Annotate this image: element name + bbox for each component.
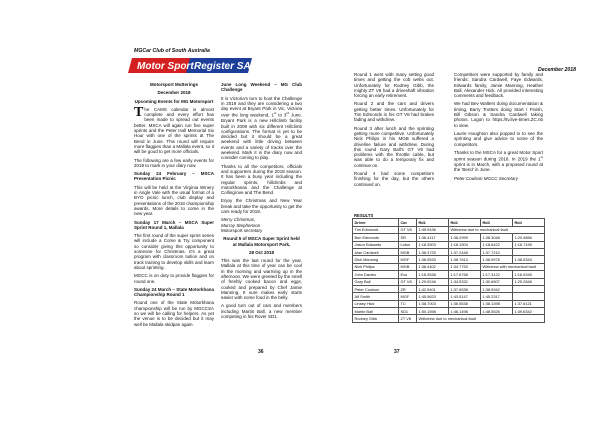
paragraph: We had Bev Walters doing documentation & timing, Barry Trotters doing Start / Finish, Bill Gibson & Sandra Cardwell taking photos. Logon to https://tv.live-times.ZC.nb to view.	[454, 101, 543, 128]
col-header: Rd1	[417, 219, 449, 226]
col-header: Car	[399, 219, 417, 226]
logo-text-right: Register SA	[194, 61, 251, 72]
column-3	[354, 72, 434, 190]
paragraph: Round 2 and the cars and drivers getting better times. Unfortunately for Tim Edmonds in his GT V8 had brakes fading and withdrew.	[354, 101, 434, 123]
table-row: Peter Coulson ZR 1:42.5401 1:37.6538 1:38.5942	[353, 285, 545, 292]
paragraph: A good turn out of cars and members including Martin Ball, a new member competing in his Rover SD1.	[221, 303, 302, 320]
paragraph: MGCC is on duty to provide flaggies for round one.	[134, 273, 214, 284]
article-title: Motorsport Mutterings	[150, 82, 198, 87]
paragraph: Thanks to the MSCA for a great Motor Sport sprint season during 2018. In 2019 the 1st sprint is in March, with a proposed round at the 'Bend' in June.	[454, 149, 543, 173]
paragraph: Enjoy the Christmas and New Year break and take the opportunity to get the cars ready for 2019.	[221, 198, 302, 215]
table-row: Ben Edmonds SR 1:36.4117 1:38.2999 1:38.3048 1:20.4856	[353, 234, 545, 241]
signature-name: Murray Stephenson	[221, 222, 261, 228]
signature-role: Motorsport secretary	[221, 227, 263, 233]
table-row: Jason Edwards Lotus 1:18.3503 1:18.1504 1:18.6422 1:16.7195	[353, 241, 545, 248]
table-row: John Davies Evo 1:16.3538 1:17.6758 1:17.3122 1:16.9345	[353, 271, 545, 278]
report-date: 28 Oct 2018	[248, 249, 275, 255]
col-header: Driver	[353, 219, 399, 226]
drop-cap: T	[134, 104, 144, 120]
paragraph: This was the last round for the year. Mallala at this time of year can be cool in the morning and warming up in the afternoon. We were greeted by the smell of freshly cooked bacon and eggs, cooked and prepared by Chef Jamie Manning. It sure makes early starts easier with some food in the belly.	[221, 258, 302, 301]
col-header: Rd2	[449, 219, 481, 226]
paragraph: Thanks to all the competitors, officials and supporters during the 2018 season. It has been a busy year including the regular sprints, hillclimbs and motorkhanas and the Challenge at Collingrove and The Bend.	[221, 163, 302, 196]
logo-text-left: Motor Sport	[137, 61, 194, 72]
paragraph: It is Victoria's turn to host the Challenge in 2019 and they are considering a two day event at Bryant Park in Vic, Victoria over the long weekend, 1st to 3rd June. Bryant Park is a new Hillclimb facility built in 2008 with six different Hillclimb configurations. The format is yet to be decided but it should be a great weekend with little driving between events and a variety of tracks over the weekend. Mark it in the diary now and consider coming to play.	[221, 95, 302, 161]
table-header-row	[353, 219, 545, 226]
column-4	[454, 72, 543, 184]
table-row: Alan Cardwell MGB 1:38.3725 1:37.2448 1:37.7210	[353, 248, 545, 255]
col-header: Rd3	[481, 219, 513, 226]
page-number-right: 37	[394, 349, 400, 355]
article-date: December 2018	[157, 90, 191, 96]
table-row: Linsey Hick TC 1:38.7003 1:36.5538 1:38.1398 1:37.6121	[353, 300, 545, 307]
intro-paragraph: The CAMS calendar is almost complete and every effort has been made to spread out events better. MSCA will again run five super sprints and the Peter Hall Memorial Six Hour with one of the sprints at The Bend in June. This round will require more flaggies than a Mallala event, so it will be good to get more officials.	[134, 104, 214, 155]
signature-line: Merry Christmas,	[221, 217, 256, 223]
section-heading: Upcoming Events for MG Motorsport	[134, 98, 214, 104]
paragraph: Round 3 after lunch and the sprinting getting more competitive. Unfortunately Nick Philips in his MGB suffered a driveline failure and withdrew. During this round Gary Ball's GT V8 had problems with the throttle cable, but was able to do a temporary fix and continue on.	[354, 125, 434, 168]
column-2	[221, 82, 302, 322]
header-club-name: MGCar Club of South Australia	[134, 48, 210, 54]
table-row: Martin Ball SD1 1:50.1598 1:46.1498 1:48.5526 1:39.6342	[353, 308, 545, 315]
page-number-left: 36	[258, 349, 264, 355]
results-table	[352, 212, 545, 323]
table-row: Rodney Gibb ZT V8 Withdrew due to mechanical fault	[353, 315, 545, 322]
motor-sport-register-logo	[128, 57, 252, 74]
event-heading: Sunday 17 March – MSCA Super Sprint Round 1, Mallala	[134, 219, 214, 230]
event-heading: Sunday 24 February – MSCA Presentation Picnic	[134, 171, 214, 182]
table-row: Nick Philips MGB 1:38.4402 1:34.7753 Withdrew with mechanical fault	[353, 263, 545, 270]
header-date: December 2018	[538, 67, 577, 73]
event-heading: June Long Weekend – MG Club Challenge	[221, 82, 302, 93]
paragraph: Round one of the State Motorkhana championship will be run by MGCCSA so we will be calling for helpers. As yet the venue is to be decided but it may well be Mallala skidpan again.	[134, 300, 214, 327]
paragraph: The first round of the super sprint series will include a Come & Try component so consider giving this opportunity to someone for Christmas. It's a great program with classroom tuition and on track training to develop skills and learn about sprinting.	[134, 233, 214, 270]
signature: Peter Coulson MGCC Secretary	[454, 175, 519, 181]
column-1	[134, 82, 214, 330]
paragraph: Laurie Houghton also popped in to see the sprinting and give advice to some of the competitors.	[454, 130, 543, 147]
paragraph: This will be held at the Virginia Winery in Angle Vale with the usual format of a BYO picnic lunch, club display and presentations of the 2018 championship awards. More details to come in the new year.	[134, 184, 214, 217]
paragraph: The following are a few early events for 2019 to mark in your diary now.	[134, 157, 214, 168]
table-row: Gary Ball GT V8 1:29.5246 1:34.5332 1:30.6507 1:25.2848	[353, 278, 545, 285]
paragraph: Round 4 had some competitors finishing for the day, but the others continued on.	[354, 171, 434, 187]
table-row: Dick Manning MGF 1:36.9533 1:38.7813 1:38.9978 1:38.5343	[353, 256, 545, 263]
table-row: Tim Edmonds GT V8 1:45.9436 Withdrew due to mechanical fault	[353, 226, 545, 233]
table-row: Alf Smith MGF 1:45.5623 1:43.5147 1:45.2317	[353, 293, 545, 300]
paragraph: Competitors were supported by family and friends: Sandra Cardwell, Faye Edwards, Edwards family, Jamie Manning, Heather Ball, Alexander Hick. All provided interesting comments and feedback.	[454, 72, 543, 99]
event-heading: Sunday 24 March – State Motorkhana Championship Round 1	[134, 286, 214, 298]
results-title: RESULTS	[354, 212, 374, 218]
col-header: Rd4	[513, 219, 545, 226]
report-heading: Round 5 of MSCA Super Sprint held at Mallala Motorsport Park,	[223, 236, 300, 247]
paragraph: Round 1 went with many setting good times and getting the cob webs out. Unfortunately for Rodney Gibb, the mighty ZT V8 had a driveshaft vibration forcing an early retirement.	[354, 72, 434, 99]
